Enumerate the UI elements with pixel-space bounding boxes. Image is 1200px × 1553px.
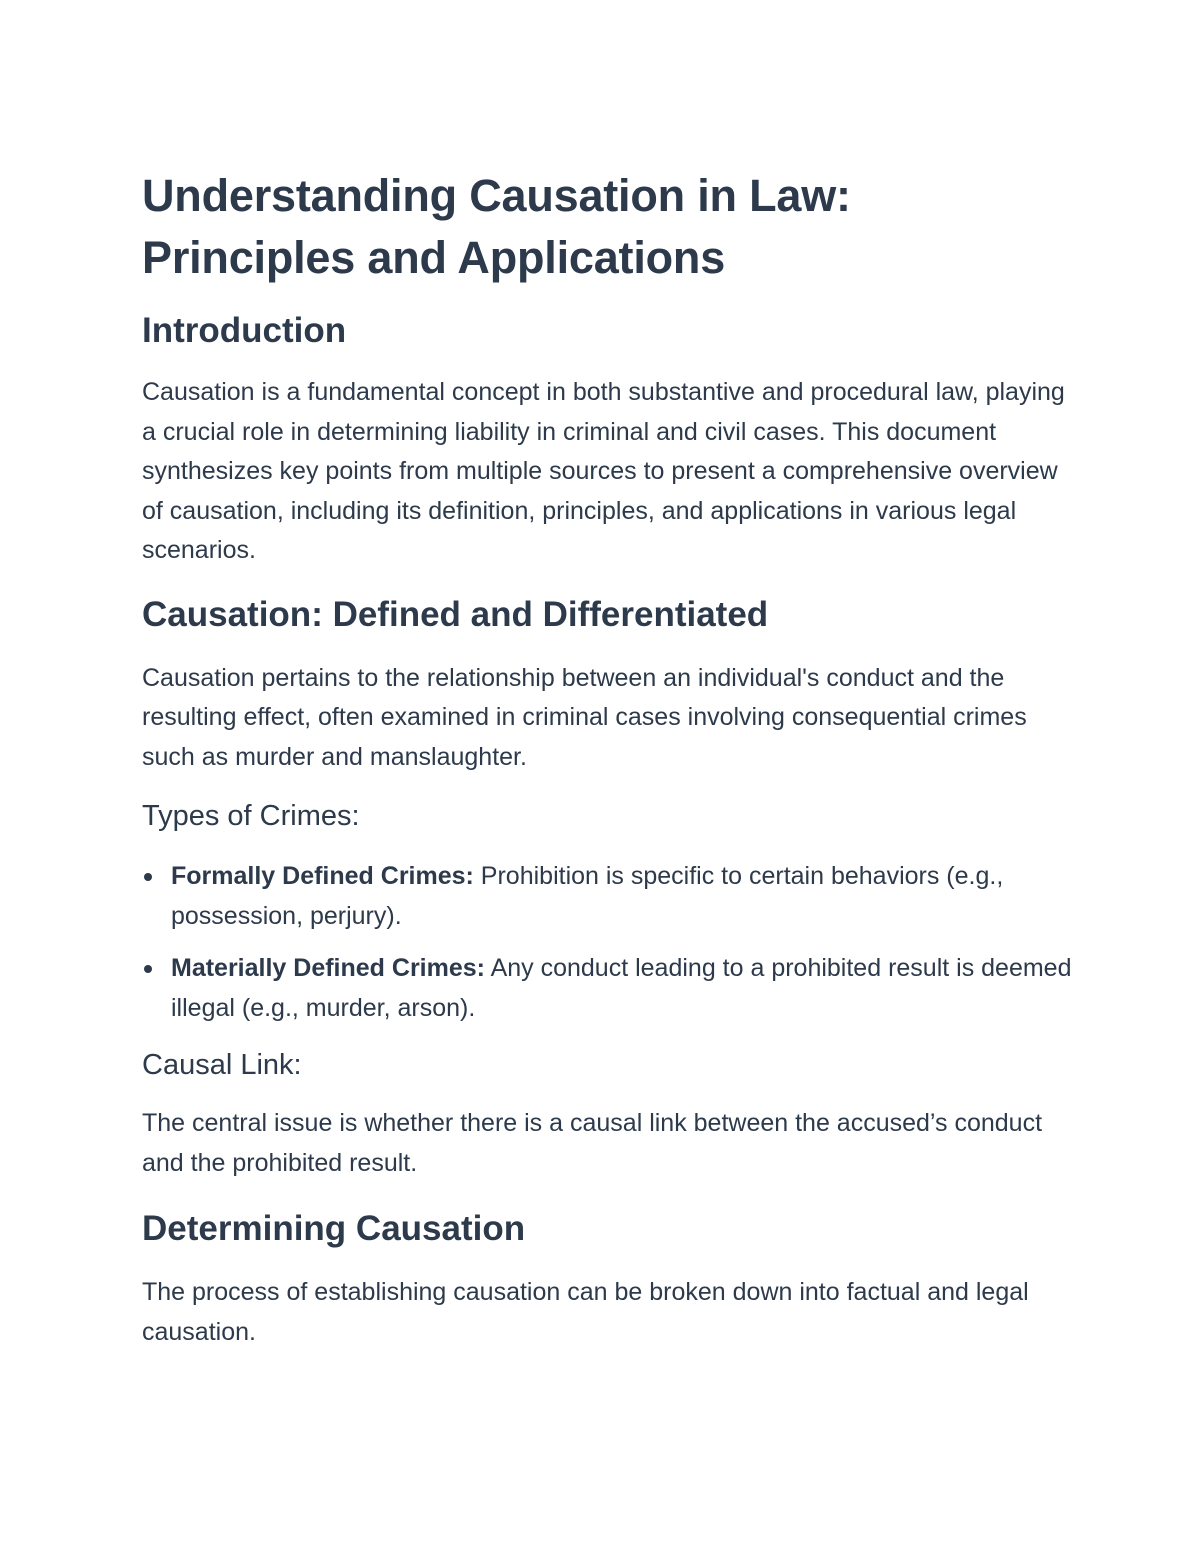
description-materially-defined: Any conduct leading to a prohibited result is deemed illegal (e.g., murder, arson). (171, 954, 1072, 1022)
types-of-crimes-list (142, 857, 1072, 1028)
document-title: Understanding Causation in Law: Principles and Applications (142, 170, 851, 283)
heading-introduction: Introduction (142, 311, 347, 350)
subheading-causal-link: Causal Link: (142, 1049, 302, 1081)
document-page (142, 165, 1072, 1352)
list-item-formally-defined (142, 857, 1072, 936)
paragraph-determining-causation: The process of establishing causation can be broken down into factual and legal causation. (142, 1278, 1029, 1346)
term-formally-defined: Formally Defined Crimes: (171, 862, 474, 890)
paragraph-causation-defined: Causation pertains to the relationship between an individual's conduct and the resulting effect, often examined in criminal cases involving consequential crimes such as murder and manslaughter. (142, 663, 1027, 771)
heading-determining-causation: Determining Causation (142, 1209, 526, 1248)
list-item-materially-defined (142, 949, 1072, 1028)
bullet-icon (144, 965, 152, 973)
term-materially-defined: Materially Defined Crimes: (171, 954, 485, 982)
description-formally-defined: Prohibition is specific to certain behaviors (e.g., possession, perjury). (171, 862, 1004, 930)
paragraph-introduction: Causation is a fundamental concept in both substantive and procedural law, playing a crucial role in determining liability in criminal and civil cases. This document synthesizes key points from multiple sources to present a comprehensive overview of causation, including its definition, principles, and applications in various legal scenarios. (142, 378, 1065, 564)
heading-causation-defined: Causation: Defined and Differentiated (142, 594, 769, 634)
subheading-types-of-crimes: Types of Crimes: (142, 800, 360, 832)
paragraph-causal-link: The central issue is whether there is a causal link between the accused’s conduct and the prohibited result. (142, 1109, 1043, 1177)
bullet-icon (144, 873, 152, 881)
